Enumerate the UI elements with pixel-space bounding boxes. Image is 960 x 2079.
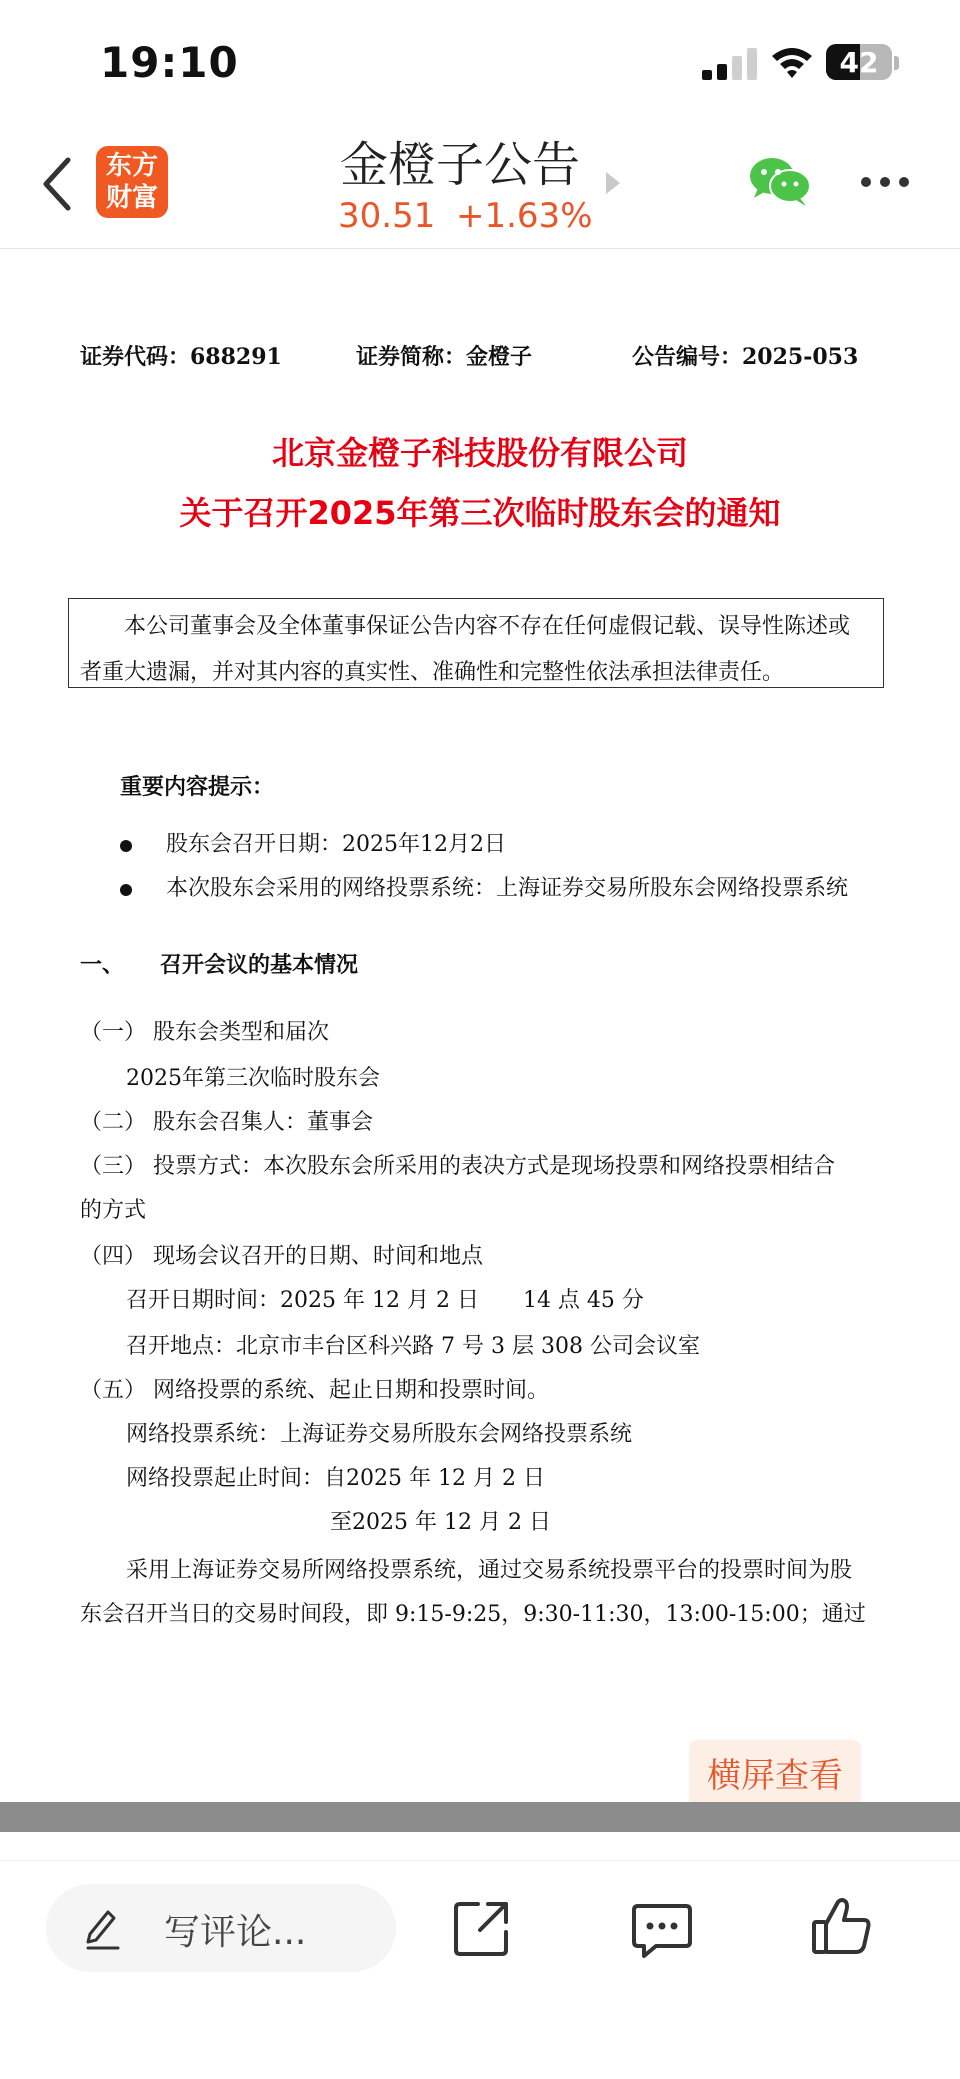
voting-start: 网络投票起止时间：自2025 年 12 月 2 日 bbox=[126, 1466, 545, 1491]
eastmoney-logo[interactable] bbox=[96, 146, 168, 218]
cellular-signal-icon bbox=[700, 48, 760, 82]
landscape-view-button[interactable]: 横屏查看 bbox=[690, 1740, 860, 1812]
voting-system: 网络投票系统：上海证券交易所股东会网络投票系统 bbox=[126, 1422, 633, 1447]
disclaimer-text bbox=[80, 604, 880, 696]
bullet-icon bbox=[120, 840, 132, 852]
paragraph-item: （四） 现场会议召开的日期、时间和地点 bbox=[80, 1244, 483, 1269]
highlight-item: 本次股东会采用的网络投票系统：上海证券交易所股东会网络投票系统 bbox=[166, 876, 849, 901]
paragraph-text: 东会召开当日的交易时间段，即 9:15-9:25，9:30-11:30，13:00-15:00；通过 bbox=[80, 1602, 866, 1627]
paragraph-item: （一） 股东会类型和届次 bbox=[80, 1020, 329, 1045]
logo-line2: 财富 bbox=[105, 183, 158, 213]
comment-placeholder[interactable]: 写评论... bbox=[164, 1912, 307, 1953]
paragraph-detail: 2025年第三次临时股东会 bbox=[126, 1066, 380, 1091]
battery-level: 42 bbox=[839, 46, 879, 79]
bullet-icon bbox=[120, 884, 132, 896]
document-title-line1: 北京金橙子科技股份有限公司 bbox=[271, 434, 688, 472]
stock-change: +1.63% bbox=[456, 196, 593, 236]
battery-tip bbox=[894, 56, 899, 70]
highlights-heading: 重要内容提示： bbox=[120, 774, 275, 800]
status-time: 19:10 bbox=[100, 38, 239, 87]
disclaimer-line2: 者重大遗漏，并对其内容的真实性、准确性和完整性依法承担法律责任。 bbox=[80, 660, 785, 685]
announcement-number: 公告编号：2025-053 bbox=[632, 344, 859, 370]
document-title-line2: 关于召开2025年第三次临时股东会的通知 bbox=[179, 494, 781, 532]
more-options-icon[interactable] bbox=[860, 176, 910, 188]
section-title: 召开会议的基本情况 bbox=[160, 952, 359, 978]
progress-bar bbox=[0, 1802, 960, 1832]
comment-icon[interactable] bbox=[630, 1898, 694, 1962]
meeting-date-time: 召开日期时间：2025 年 12 月 2 日 14 点 45 分 bbox=[126, 1288, 644, 1313]
bottom-divider bbox=[0, 1860, 960, 1861]
paragraph-continuation: 的方式 bbox=[80, 1198, 147, 1223]
section-number: 一、 bbox=[80, 952, 125, 978]
voting-end: 至2025 年 12 月 2 日 bbox=[330, 1510, 551, 1535]
battery-icon bbox=[826, 44, 892, 80]
stock-price: 30.51 bbox=[338, 196, 436, 236]
back-arrow-icon[interactable] bbox=[40, 156, 74, 212]
security-short-name: 证券简称：金橙子 bbox=[356, 344, 533, 370]
security-code: 证券代码：688291 bbox=[80, 344, 282, 370]
paragraph-item: （二） 股东会召集人：董事会 bbox=[80, 1110, 373, 1135]
paragraph-item: （三） 投票方式：本次股东会所采用的表决方式是现场投票和网络投票相结合 bbox=[80, 1154, 835, 1179]
page-title: 金橙子公告 bbox=[339, 137, 580, 193]
pencil-icon bbox=[82, 1904, 124, 1950]
thumbs-up-icon[interactable] bbox=[810, 1894, 874, 1958]
paragraph-text: 采用上海证券交易所网络投票系统，通过交易系统投票平台的投票时间为股 bbox=[126, 1558, 853, 1583]
header-divider bbox=[0, 248, 960, 249]
disclaimer-line1: 本公司董事会及全体董事保证公告内容不存在任何虚假记载、误导性陈述或 bbox=[80, 614, 851, 639]
highlight-item: 股东会召开日期：2025年12月2日 bbox=[166, 832, 506, 857]
wechat-share-icon[interactable] bbox=[748, 154, 812, 208]
play-triangle-icon[interactable] bbox=[606, 172, 620, 194]
paragraph-item: （五） 网络投票的系统、起止日期和投票时间。 bbox=[80, 1378, 549, 1403]
wifi-icon bbox=[770, 44, 814, 80]
meeting-place: 召开地点：北京市丰台区科兴路 7 号 3 层 308 公司会议室 bbox=[126, 1334, 700, 1359]
share-icon[interactable] bbox=[450, 1896, 514, 1960]
logo-line1: 东方 bbox=[105, 151, 158, 181]
